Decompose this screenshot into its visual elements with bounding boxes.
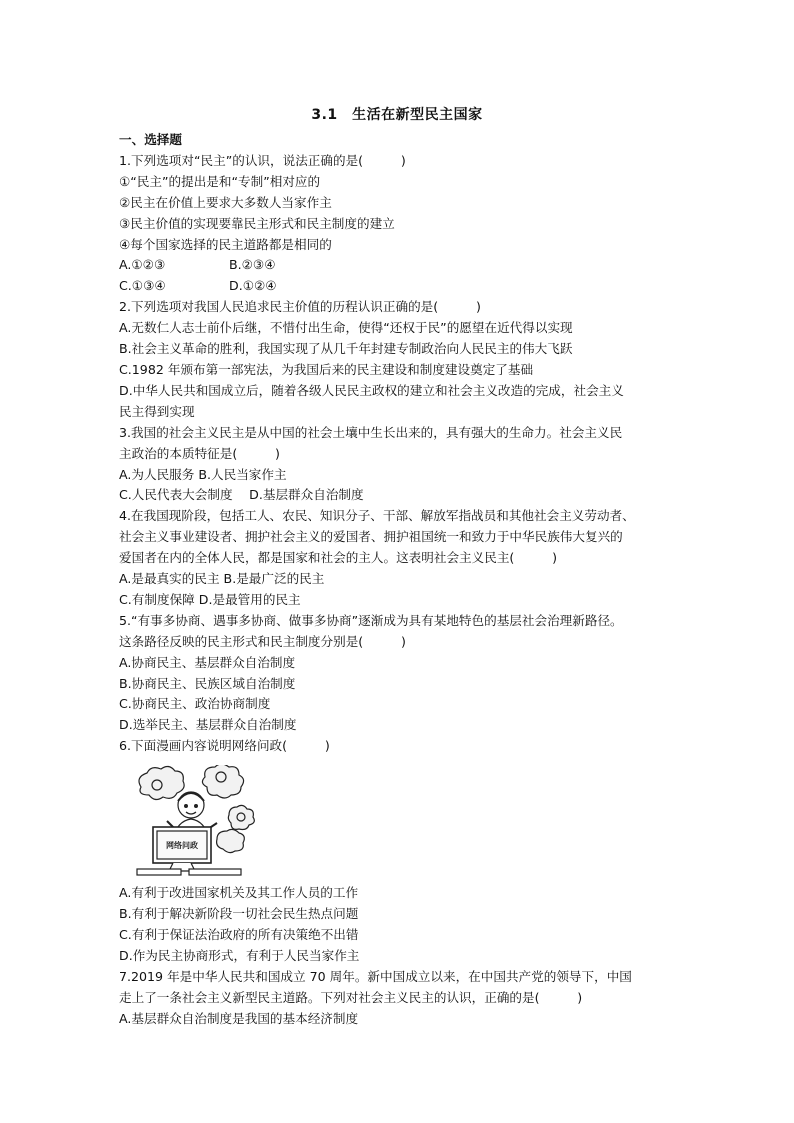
q4-options-cd: C.有制度保障 D.是最管用的民主	[119, 591, 301, 607]
q1-statement-4: ④每个国家选择的民主道路都是相同的	[119, 236, 332, 252]
q5-option-c: C.协商民主、政治协商制度	[119, 696, 271, 712]
q3-stem-line1: 3.我国的社会主义民主是从中国的社会土壤中生长出来的，具有强大的生命力。社会主义民	[119, 424, 623, 440]
q7-option-a: A.基层群众自治制度是我国的基本经济制度	[119, 1010, 359, 1026]
q3-options-ab: A.为人民服务 B.人民当家作主	[119, 466, 287, 482]
q1-statement-3: ③民主价值的实现要靠民主形式和民主制度的建立	[119, 215, 395, 231]
q1-option-d: D.①②④	[229, 278, 277, 294]
q1-statement-2: ②民主在价值上要求大多数人当家作主	[119, 194, 332, 210]
q3-options-cd: C.人民代表大会制度 D.基层群众自治制度	[119, 487, 364, 503]
q1-option-b: B.②③④	[229, 257, 276, 273]
q1-option-a: A.①②③	[119, 257, 166, 273]
q1-option-c: C.①③④	[119, 278, 166, 294]
q4-stem-line1: 4.在我国现阶段，包括工人、农民、知识分子、干部、解放军指战员和其他社会主义劳动者、	[119, 508, 635, 524]
q6-option-c: C.有利于保证法治政府的所有决策绝不出错	[119, 927, 359, 942]
q4-stem-line3: 爱国者在内的全体人民，都是国家和社会的主人。这表明社会主义民主( )	[119, 550, 558, 566]
q2-option-d-line1: D.中华人民共和国成立后，随着各级人民民主政权的建立和社会主义改造的完成，社会主义	[119, 382, 624, 398]
q5-option-d: D.选举民主、基层群众自治制度	[119, 717, 297, 733]
q6-option-a: A.有利于改进国家机关及其工作人员的工作	[119, 885, 359, 901]
q2-option-c: C.1982 年颁布第一部宪法，为我国后来的民主建设和制度建设奠定了基础	[119, 361, 534, 377]
q7-stem-line2: 走上了一条社会主义新型民主道路。下列对社会主义民主的认识，正确的是( )	[119, 989, 583, 1005]
q6-option-d: D.作为民主协商形式，有利于人民当家作主	[119, 947, 360, 963]
comic-label: 网络问政	[166, 841, 198, 851]
q6-stem: 6.下面漫画内容说明网络问政( )	[119, 738, 330, 754]
q2-option-b: B.社会主义革命的胜利，我国实现了从几千年封建专制政治向人民民主的伟大飞跃	[119, 341, 573, 357]
q5-stem-line1: 5.“有事多协商、遇事多协商、做事多协商”逐渐成为具有某地特色的基层社会治理新路径。	[119, 612, 623, 628]
q4-options-ab: A.是最真实的民主 B.是最广泛的民主	[119, 571, 325, 587]
question-list	[119, 130, 684, 1030]
q7-stem-line1: 7.2019 年是中华人民共和国成立 70 周年。新中国成立以来，在中国共产党的领导下，中国	[119, 968, 632, 984]
q5-option-b: B.协商民主、民族区域自治制度	[119, 675, 296, 691]
q6-option-b: B.有利于解决新阶段一切社会民生热点问题	[119, 906, 359, 922]
q4-stem-line2: 社会主义事业建设者、拥护社会主义的爱国者、拥护祖国统一和致力于中华民族伟大复兴的	[119, 529, 623, 545]
q1-stem: 1.下列选项对“民主”的认识，说法正确的是( )	[119, 152, 406, 168]
q1-statement-1: ①“民主”的提出是和“专制”相对应的	[119, 173, 321, 189]
q1-options-ab	[119, 255, 684, 276]
q2-option-d-line2: 民主得到实现	[119, 403, 195, 419]
comic-illustration	[133, 765, 263, 877]
q3-stem-line2: 主政治的本质特征是( )	[119, 445, 280, 461]
q5-stem-line2: 这条路径反映的民主形式和民主制度分别是( )	[119, 633, 406, 649]
q2-stem: 2.下列选项对我国人民追求民主价值的历程认识正确的是( )	[119, 299, 481, 315]
q1-options-cd	[119, 276, 684, 297]
section-heading: 一、选择题	[119, 132, 182, 147]
q2-option-a: A.无数仁人志士前仆后继，不惜付出生命，使得“还权于民”的愿望在近代得以实现	[119, 320, 573, 336]
q5-option-a: A.协商民主、基层群众自治制度	[119, 654, 296, 670]
page-title: 3.1 生活在新型民主国家	[311, 107, 483, 123]
